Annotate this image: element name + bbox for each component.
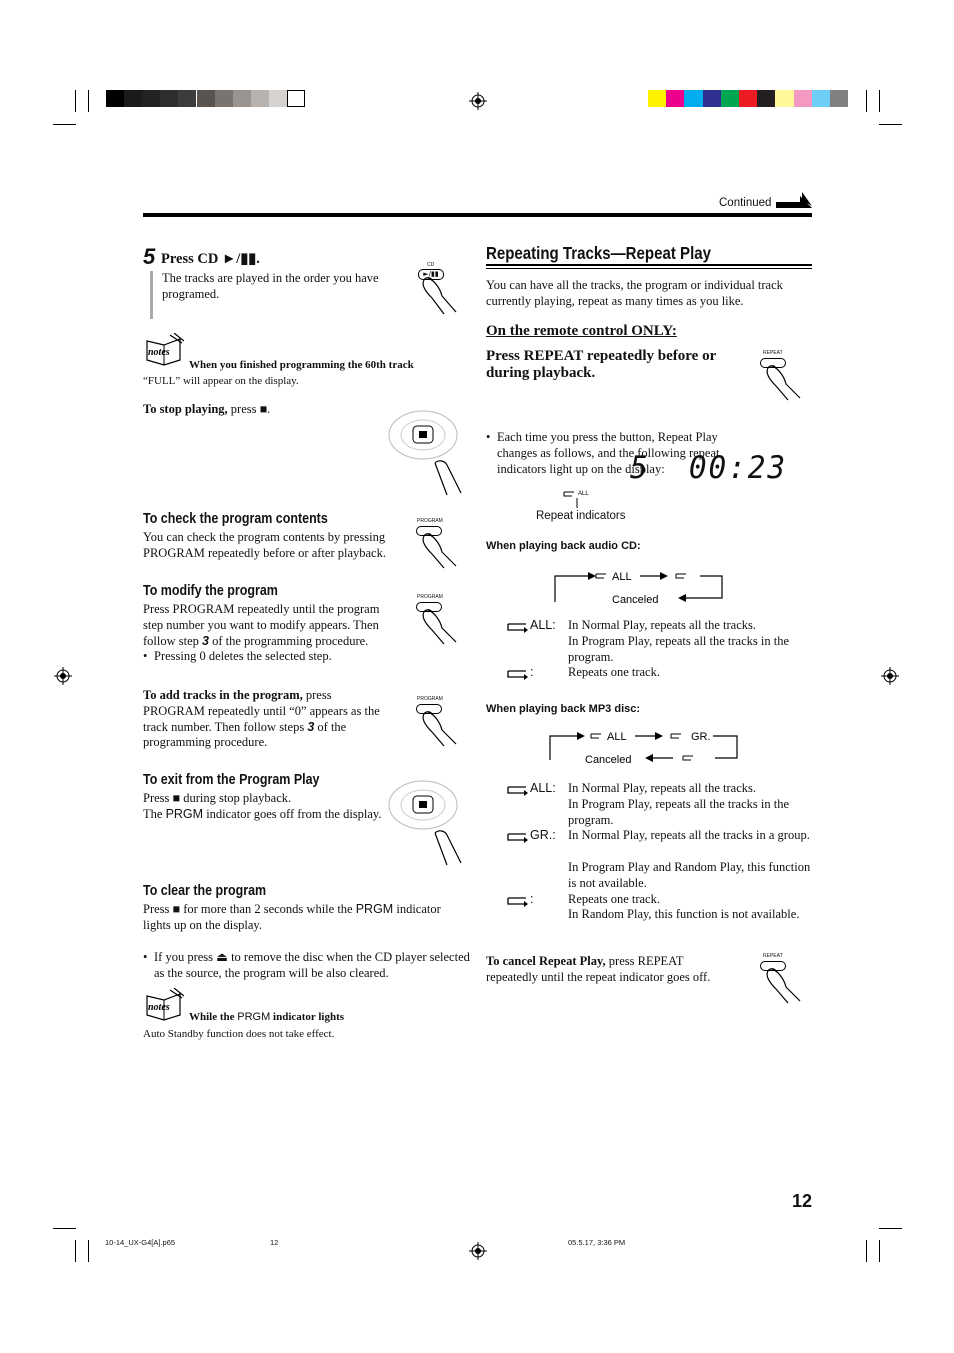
stop-icon: [419, 801, 427, 808]
repeat-button-label: REPEAT: [763, 350, 783, 356]
stop-icon: [419, 431, 427, 438]
finger-icon: [420, 710, 460, 748]
registration-mark-icon: [469, 92, 487, 110]
repeat-indicators-label: Repeat indicators: [536, 510, 626, 522]
gray-swatch: [287, 90, 305, 107]
crop-mark: [88, 90, 89, 112]
cancel-text-part: press REPEAT repeatedly until the repeat indicator goes off.: [486, 954, 711, 984]
modify-step-ref: 3: [202, 633, 209, 648]
notes2-text: Auto Standby function does not take effect.: [143, 1028, 335, 1040]
crop-mark: [879, 1228, 902, 1229]
program-button[interactable]: [414, 594, 464, 644]
crop-mark: [75, 1240, 76, 1262]
continued-label: Continued: [719, 197, 772, 209]
crop-mark: [879, 124, 902, 125]
color-swatch: [684, 90, 702, 107]
repeat-mode-description: In Normal Play, repeats all the tracks.: [568, 618, 757, 632]
clear-text: [143, 902, 461, 934]
add-step-ref: 3: [307, 719, 315, 734]
repeat-mode-icon: [506, 784, 530, 796]
heading-rule: [486, 268, 812, 269]
gray-swatch: [215, 90, 233, 107]
page-number: 12: [792, 1191, 813, 1211]
stop-lead: To stop playing,: [143, 402, 228, 416]
modify-text-part: Press PROGRAM repeatedly until the program step number you want to modify appears. Then follow step: [143, 602, 380, 648]
program-button-label: PROGRAM: [417, 594, 443, 600]
crop-mark: [53, 1228, 76, 1229]
notes2-title: [189, 1011, 344, 1023]
stop-instruction: [143, 402, 270, 418]
modify-text-part: of the programming procedure.: [208, 633, 369, 648]
step5-text: The tracks are played in the order you have programed.: [162, 271, 379, 301]
mp3-cycle-diagram: [545, 726, 745, 768]
finger-icon: [420, 276, 460, 316]
svg-text:Canceled: Canceled: [612, 594, 659, 606]
repeat-mode-description: In Normal Play, repeats all the tracks.: [568, 781, 757, 795]
repeat-heading: Repeating Tracks—Repeat Play: [486, 243, 712, 263]
program-button-label: PROGRAM: [417, 518, 443, 524]
clear-bullet: • If you press ⏏ to remove the disc when the CD player selected as the source, the program will be also cleared.: [143, 950, 472, 982]
repeat-mode-description: In Normal Play, repeats all the tracks in a group.: [568, 828, 810, 843]
repeat-mode-label: ALL:: [530, 781, 556, 795]
repeat-bullet: • Each time you press the button, Repeat Play changes as follows, and the following repeat indicators light up on the display:: [486, 430, 747, 477]
prgm-indicator-text: PRGM: [237, 1011, 271, 1023]
svg-text:ALL: ALL: [578, 491, 589, 497]
repeat-button[interactable]: [758, 953, 808, 1005]
notes-icon: [144, 333, 184, 366]
color-swatch: [648, 90, 666, 107]
crop-mark: [88, 1240, 89, 1262]
svg-text:ALL: ALL: [607, 731, 627, 743]
clear-heading: To clear the program: [143, 883, 267, 899]
repeat-mode-description: Repeats one track.: [568, 891, 660, 906]
repeat-mode-label: GR.:: [530, 828, 556, 843]
finger-icon: [420, 608, 460, 646]
crop-mark: [53, 124, 76, 125]
finger-icon: [764, 364, 804, 402]
clear-text-part: indicator lights up on the display.: [143, 902, 441, 932]
continued-arrow-icon: [776, 192, 812, 210]
exit-heading: To exit from the Program Play: [143, 772, 320, 788]
gray-swatch: [142, 90, 160, 107]
add-lead: To add tracks in the program,: [143, 688, 303, 702]
crop-mark: [866, 90, 867, 112]
modify-heading: To modify the program: [143, 583, 278, 599]
cd-play-pause-button[interactable]: [414, 260, 464, 316]
repeat-mode-label: :: [530, 665, 534, 680]
gray-swatch: [160, 90, 178, 107]
audio-cd-heading: When playing back audio CD:: [486, 540, 641, 552]
registration-mark-icon: [54, 667, 72, 685]
audio-cd-cycle-diagram: [550, 566, 730, 606]
add-text: [143, 688, 395, 751]
display-readout: 5 00:23: [630, 450, 788, 486]
color-swatch: [830, 90, 848, 107]
remote-only-label: On the remote control ONLY:: [486, 323, 677, 339]
repeat-mode-icon: [506, 621, 530, 633]
gray-swatch: [197, 90, 215, 107]
add-text-part: press PROGRAM repeatedly until “0” appears as the track number. Then follow steps: [143, 688, 380, 734]
svg-text:notes: notes: [148, 347, 170, 358]
header-rule: [143, 213, 812, 217]
repeat-all-indicator: [562, 486, 598, 510]
clear-text-part: Press ■ for more than 2 seconds while the: [143, 902, 356, 916]
step5-heading: Press CD ►/▮▮.: [161, 251, 260, 267]
gray-swatch: [269, 90, 287, 107]
repeat-button-label: REPEAT: [763, 953, 783, 959]
svg-text:Canceled: Canceled: [585, 754, 632, 766]
program-button[interactable]: [414, 518, 464, 568]
repeat-mode-icon: [506, 895, 530, 907]
step-number: 5: [143, 244, 156, 269]
stop-remote-pad[interactable]: [387, 775, 467, 867]
crop-mark: [75, 90, 76, 112]
color-swatch: [775, 90, 793, 107]
color-swatch: [812, 90, 830, 107]
cancel-text: [486, 954, 736, 986]
repeat-mode-description: In Program Play, repeats all the tracks in the program.: [568, 796, 789, 827]
footer-file: 10-14_UX-G4[A].p65: [105, 1238, 176, 1247]
gray-swatch: [106, 90, 124, 107]
footer-date: 05.5.17, 3:36 PM: [568, 1238, 626, 1247]
notes2-title-part: indicator lights: [270, 1011, 345, 1023]
svg-text:GR.: GR.: [691, 731, 711, 743]
mp3-heading: When playing back MP3 disc:: [486, 703, 641, 715]
exit-text2: [143, 807, 383, 823]
prgm-indicator-text: PRGM: [355, 902, 394, 916]
registration-mark-icon: [881, 667, 899, 685]
gray-swatch: [251, 90, 269, 107]
crop-mark: [879, 90, 880, 112]
color-swatch: [739, 90, 757, 107]
svg-text:ALL: ALL: [612, 571, 632, 583]
gray-swatch: [178, 90, 196, 107]
modify-text: [143, 602, 395, 649]
repeat-mode-description: Repeats one track.: [568, 665, 660, 680]
prgm-indicator-text: PRGM: [165, 807, 204, 821]
finger-icon: [764, 967, 804, 1005]
color-swatch: [721, 90, 739, 107]
crop-mark: [866, 1240, 867, 1262]
play-pause-icon: ►/▮▮: [418, 269, 444, 280]
notes1-title: When you finished programming the 60th track: [189, 359, 414, 371]
registration-mark-icon: [469, 1242, 487, 1260]
repeat-mode-icon: [506, 668, 530, 680]
program-button-label: PROGRAM: [417, 696, 443, 702]
check-heading: To check the program contents: [143, 511, 328, 527]
repeat-mode-description: In Program Play, repeats all the tracks in the program.: [568, 633, 789, 664]
finger-icon: [420, 532, 460, 570]
cancel-lead: To cancel Repeat Play,: [486, 954, 606, 968]
exit-text1: Press ■ during stop playback.: [143, 791, 292, 805]
color-swatch: [757, 90, 775, 107]
gray-swatch: [233, 90, 251, 107]
color-swatch: [794, 90, 812, 107]
step-bar: [150, 271, 153, 319]
repeat-mode-description: In Program Play and Random Play, this function is not available.: [568, 860, 811, 890]
stop-remote-pad[interactable]: [387, 405, 467, 497]
crop-mark: [879, 1240, 880, 1262]
repeat-instruction: Press REPEAT repeatedly before or during playback.: [486, 348, 716, 381]
repeat-mode-icon: [506, 831, 530, 843]
gray-swatch: [124, 90, 142, 107]
repeat-mode-label: ALL:: [530, 618, 556, 632]
notes1-text: “FULL” will appear on the display.: [143, 375, 299, 387]
check-text: You can check the program contents by pressing PROGRAM repeatedly before or after playback.: [143, 530, 386, 560]
repeat-intro: You can have all the tracks, the program or individual track currently playing, repeat as many times as you like.: [486, 278, 783, 308]
exit-text-part: indicator goes off from the display.: [203, 807, 382, 821]
repeat-mode-label: :: [530, 891, 534, 906]
color-swatch: [703, 90, 721, 107]
repeat-button[interactable]: [758, 350, 808, 402]
notes-icon: [144, 988, 184, 1021]
repeat-mode-description: In Random Play, this function is not available.: [568, 907, 800, 922]
svg-text:notes: notes: [148, 1002, 170, 1013]
exit-text-part: The: [143, 807, 166, 821]
stop-text: press ■.: [230, 402, 271, 416]
modify-bullet: • Pressing 0 deletes the selected step.: [143, 649, 406, 665]
notes2-title-part: While the: [189, 1011, 238, 1023]
add-text-part: of the programming procedure.: [143, 719, 347, 750]
footer-page: 12: [270, 1238, 279, 1247]
program-button[interactable]: [414, 696, 464, 746]
color-swatch: [666, 90, 684, 107]
heading-rule: [486, 264, 812, 266]
cd-button-label: CD: [427, 262, 435, 268]
